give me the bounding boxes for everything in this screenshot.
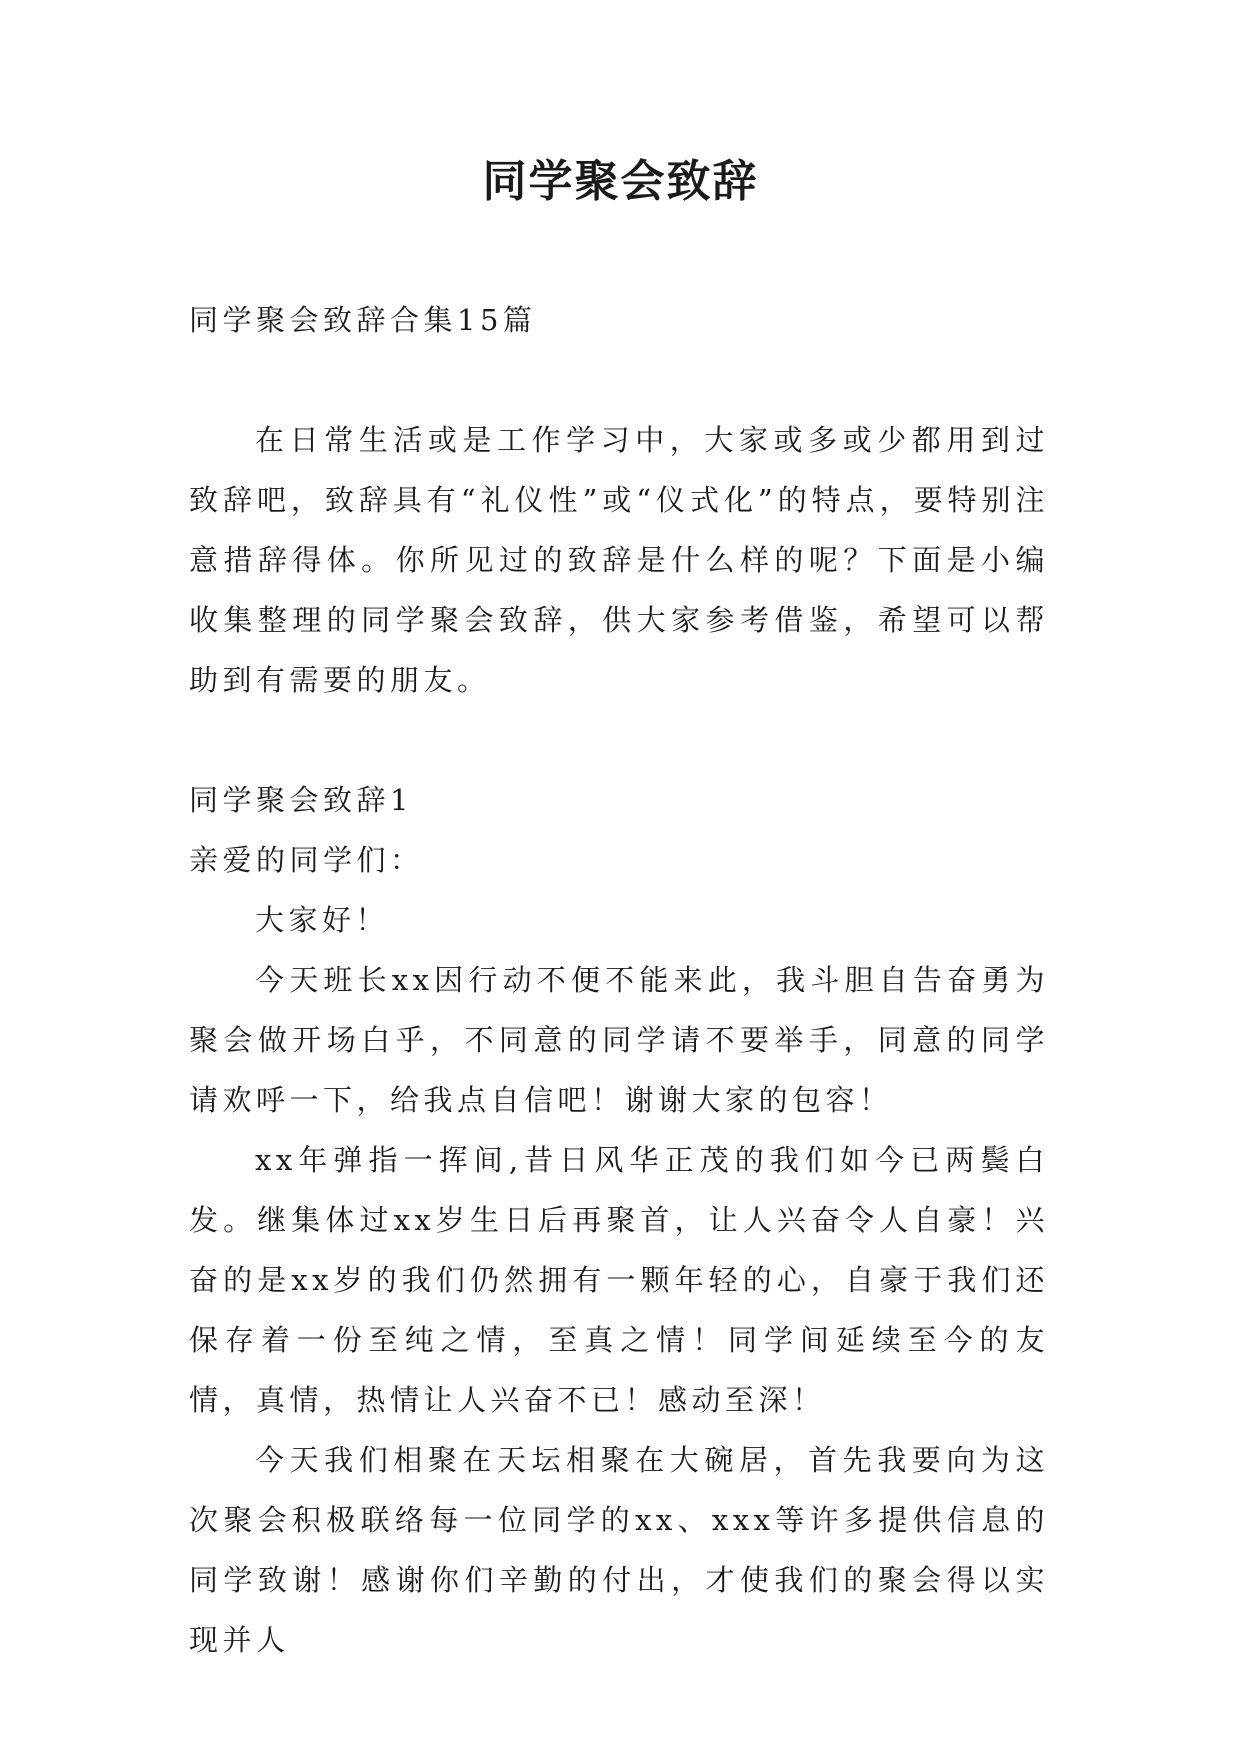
document-title: 同学聚会致辞: [482, 156, 759, 207]
document-body: [189, 290, 1049, 1670]
salutation: 亲爱的同学们：: [189, 843, 424, 877]
subtitle: 同学聚会致辞合集15篇: [189, 303, 537, 337]
body-paragraph: 今天我们相聚在天坛相聚在大碗居，首先我要向为这次聚会积极联络每一位同学的xx、xxx等许多提供信息的同学致谢！感谢你们辛勤的付出，才使我们的聚会得以实现并人: [189, 1443, 1049, 1657]
body-paragraph: xx年弹指一挥间,昔日风华正茂的我们如今已两鬓白发。继集体过xx岁生日后再聚首，让人兴奋令人自豪！兴奋的是xx岁的我们仍然拥有一颗年轻的心，自豪于我们还保存着一份至纯之情，至真之情！同学间延续至今的友情，真情，热情让人兴奋不已！感动至深！: [189, 1143, 1049, 1417]
intro-paragraph: 在日常生活或是工作学习中，大家或多或少都用到过致辞吧，致辞具有“礼仪性”或“仪式化”的特点，要特别注意措辞得体。你所见过的致辞是什么样的呢？下面是小编收集整理的同学聚会致辞，供大家参考借鉴，希望可以帮助到有需要的朋友。: [189, 423, 1049, 697]
section-heading: 同学聚会致辞1: [189, 783, 413, 817]
body-paragraph: 今天班长xx因行动不便不能来此，我斗胆自告奋勇为聚会做开场白乎，不同意的同学请不要举手，同意的同学请欢呼一下，给我点自信吧！谢谢大家的包容！: [189, 963, 1049, 1117]
greeting: 大家好！: [255, 903, 390, 937]
